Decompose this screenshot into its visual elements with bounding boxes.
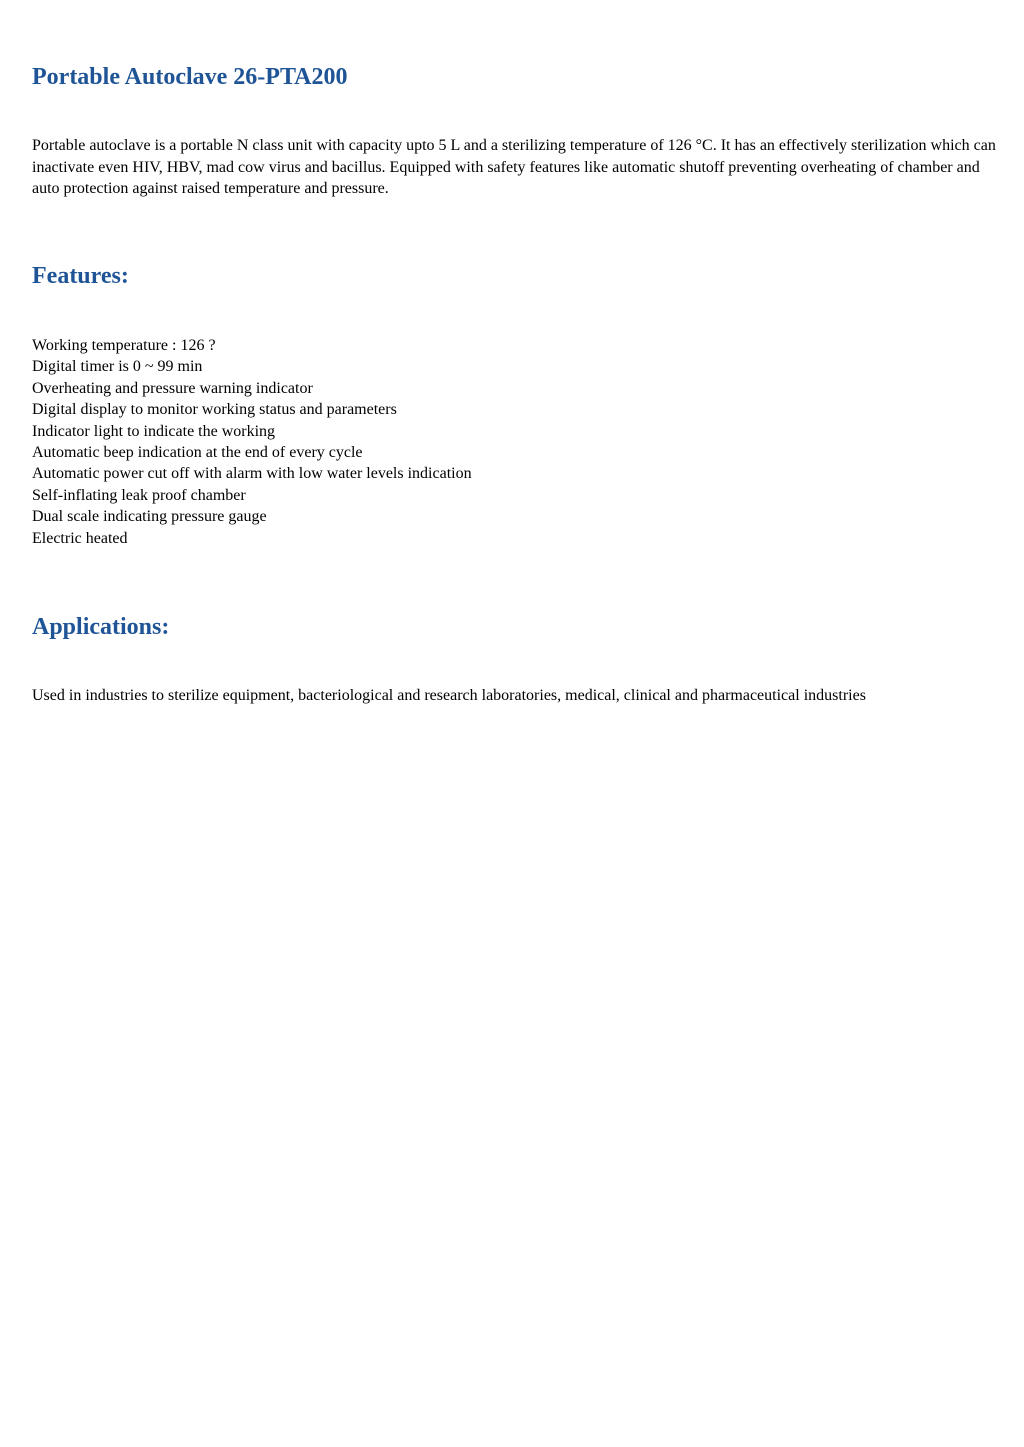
feature-item: Digital display to monitor working status and parameters [32,401,397,419]
features-heading: Features: [32,263,129,289]
page-title: Portable Autoclave 26-PTA200 [32,64,348,90]
feature-item: Electric heated [32,529,128,547]
feature-item: Working temperature : 126 ? [32,337,216,354]
applications-paragraph: Used in industries to sterilize equipment, bacteriological and research laboratories, medical, clinical and pharmaceutical industries [32,687,866,704]
intro-paragraph: Portable autoclave is a portable N class unit with capacity upto 5 L and a sterilizing temperature of 126 °C. It has an effectively sterilization which can inactivate even HIV, HBV, mad cow virus and bacillus. Equipped with safety features like automatic shutoff preventing overheating of chamber and auto protection against raised temperature and pressure. [32,137,996,197]
feature-item: Dual scale indicating pressure gauge [32,508,267,526]
feature-item: Overheating and pressure warning indicator [32,379,313,397]
feature-item: Indicator light to indicate the working [32,422,276,440]
feature-item: Automatic power cut off with alarm with low water levels indication [32,465,472,483]
feature-item: Digital timer is 0 ~ 99 min [32,358,203,376]
feature-item: Automatic beep indication at the end of every cycle [32,444,363,462]
applications-heading: Applications: [32,614,170,640]
features-list [32,335,472,549]
feature-item: Self-inflating leak proof chamber [32,486,246,504]
